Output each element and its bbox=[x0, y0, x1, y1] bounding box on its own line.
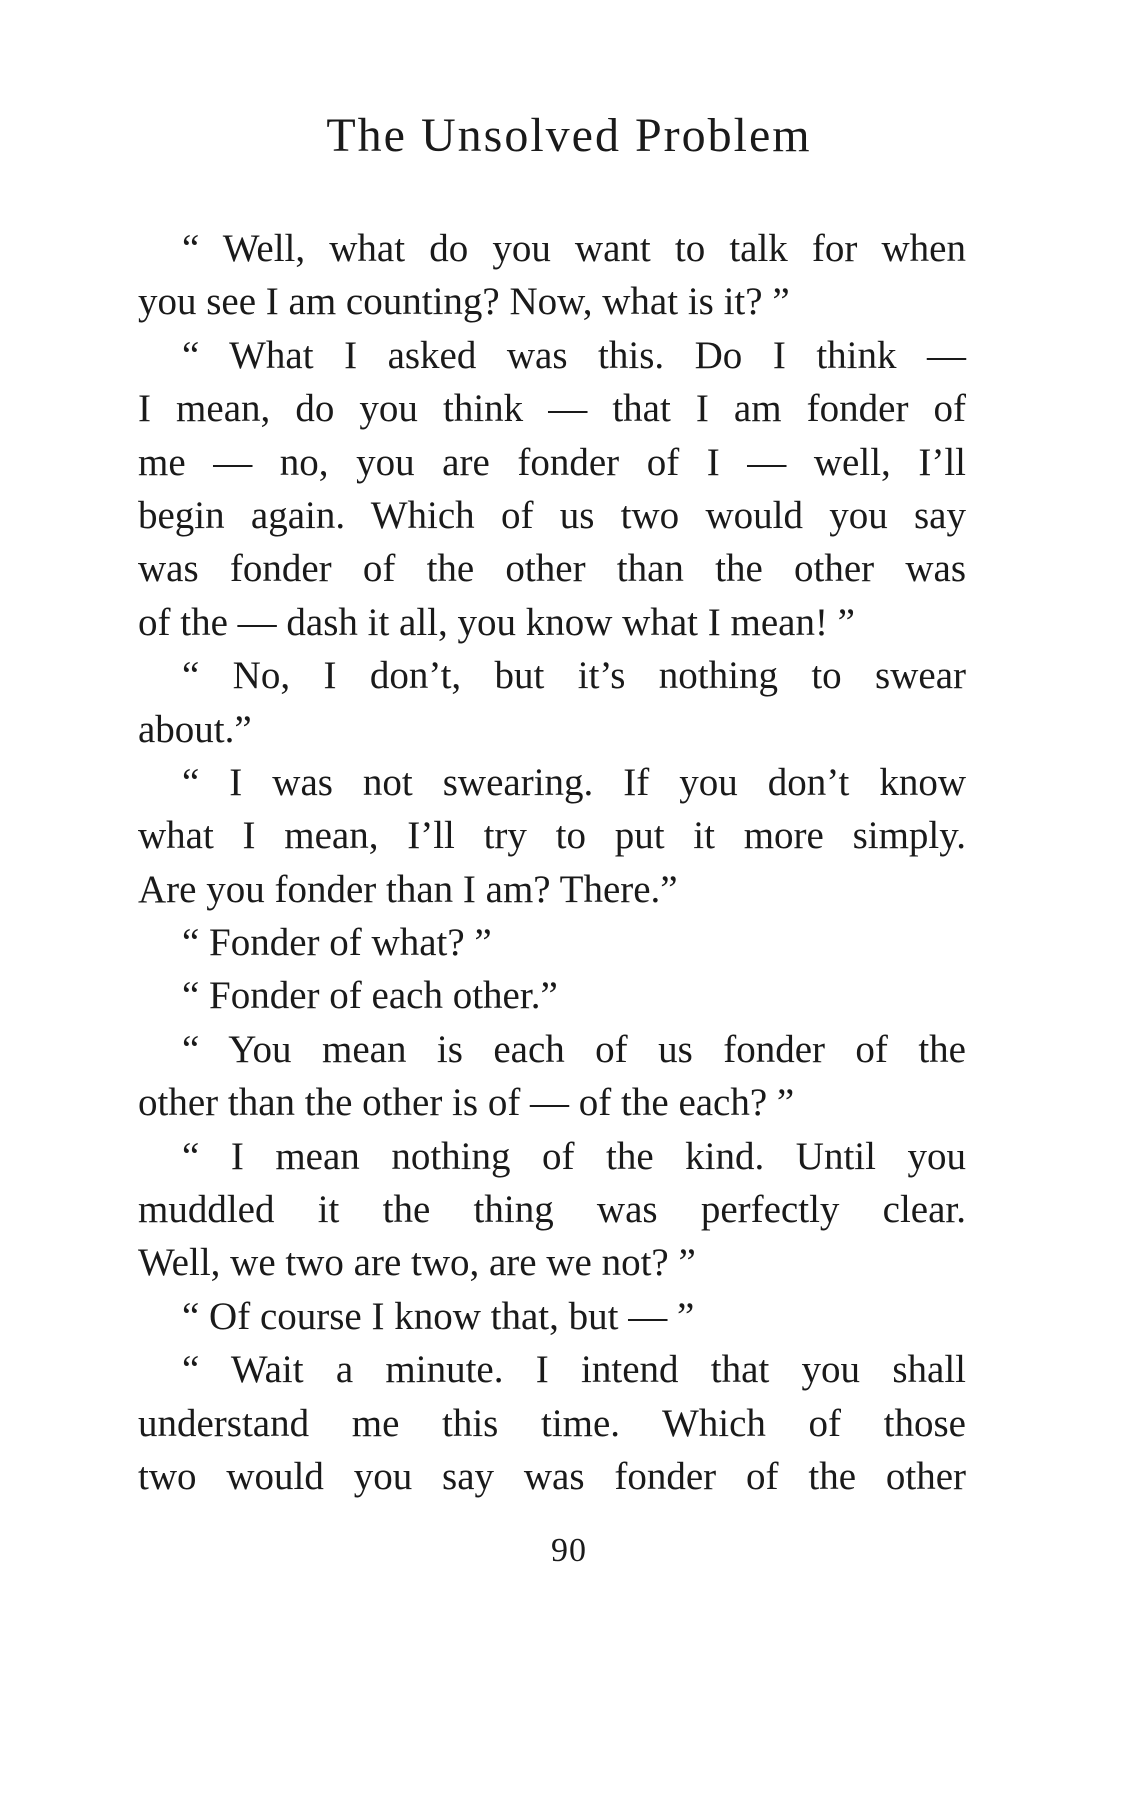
text-line: “ Fonder of what? ” bbox=[182, 921, 492, 965]
text-line: “ Well, what do you want to talk for when bbox=[182, 227, 966, 270]
text-line: me — no, you are fonder of I — well, I’ll bbox=[138, 440, 966, 484]
text-line: Well, we two are two, are we not? ” bbox=[138, 1241, 696, 1285]
text-line: “ What I asked was this. Do I think — bbox=[182, 333, 966, 377]
text-line: “ Of course I know that, but — ” bbox=[182, 1294, 695, 1338]
text-line: “ Fonder of each other.” bbox=[182, 974, 558, 1018]
text-line: two would you say was fonder of the other bbox=[138, 1454, 966, 1498]
running-title: The Unsolved Problem bbox=[326, 109, 812, 162]
text-line: begin again. Which of us two would you say bbox=[138, 493, 966, 537]
text-line: muddled it the thing was perfectly clear. bbox=[138, 1188, 966, 1232]
body-text bbox=[138, 222, 966, 1503]
text-line: I mean, do you think — that I am fonder of bbox=[138, 387, 966, 431]
text-line: other than the other is of — of the each? ” bbox=[138, 1081, 795, 1125]
text-line: “ You mean is each of us fonder of the bbox=[182, 1027, 966, 1071]
text-line: what I mean, I’ll try to put it more simply. bbox=[138, 814, 966, 858]
text-line: “ I was not swearing. If you don’t know bbox=[182, 760, 966, 804]
page-number: 90 bbox=[551, 1532, 587, 1569]
text-line: Are you fonder than I am? There.” bbox=[138, 867, 678, 911]
text-line: about.” bbox=[138, 707, 252, 751]
text-line: “ I mean nothing of the kind. Until you bbox=[182, 1134, 966, 1178]
text-line: of the — dash it all, you know what I mean! ” bbox=[138, 600, 855, 644]
text-line: was fonder of the other than the other was bbox=[138, 547, 966, 591]
text-line: understand me this time. Which of those bbox=[138, 1401, 966, 1445]
text-line: “ No, I don’t, but it’s nothing to swear bbox=[182, 654, 966, 698]
text-line: you see I am counting? Now, what is it? ” bbox=[138, 280, 790, 324]
text-line: “ Wait a minute. I intend that you shall bbox=[182, 1348, 966, 1392]
